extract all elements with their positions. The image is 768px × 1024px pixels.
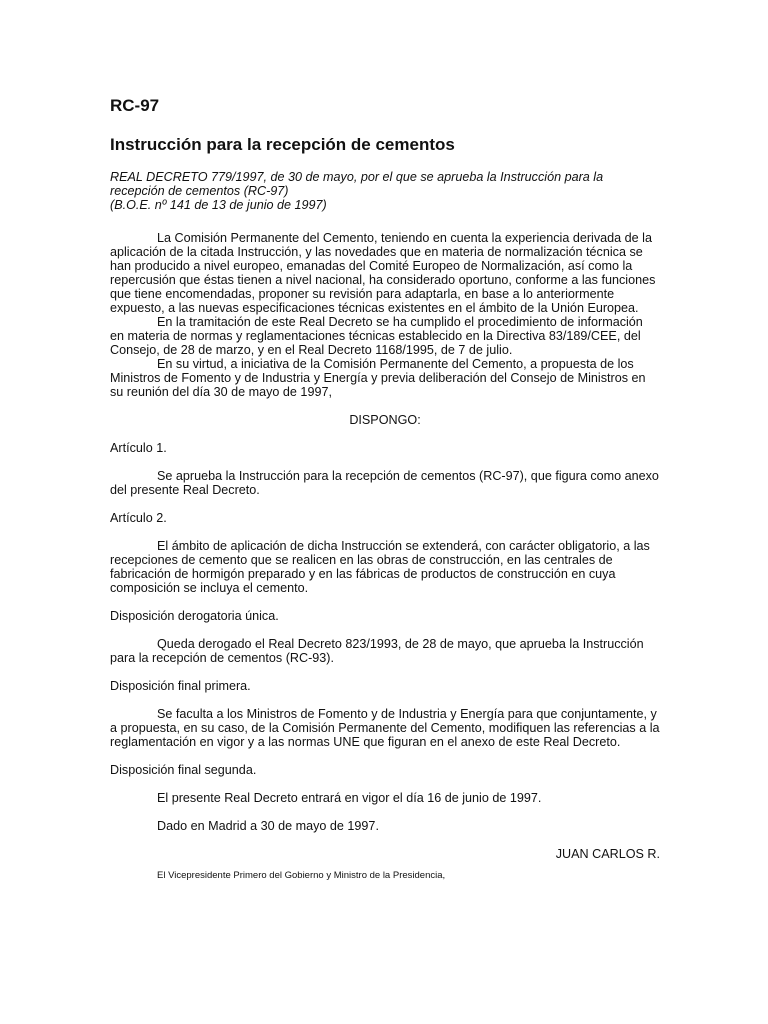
boe-reference: (B.O.E. nº 141 de 13 de junio de 1997) [110, 198, 327, 212]
preamble-paragraph: En la tramitación de este Real Decreto se ha cumplido el procedimiento de información en materia de normas y reglamentaciones técnicas establecido en la Directiva 83/189/CEE, del Consejo, de 28 de marzo, y en el Real Decreto 1168/1995, de 7 de julio. [110, 315, 643, 357]
derogatoria-text: Queda derogado el Real Decreto 823/1993, de 28 de mayo, que aprueba la Instrucción para la recepción de cementos (RC-93). [110, 637, 644, 665]
derogatoria-heading: Disposición derogatoria única. [110, 609, 279, 623]
article-2-heading: Artículo 2. [110, 511, 167, 525]
final-2-text: El presente Real Decreto entrará en vigor el día 16 de junio de 1997. [157, 791, 542, 805]
vicepresidente-line: El Vicepresidente Primero del Gobierno y Ministro de la Presidencia, [157, 870, 446, 881]
preamble-paragraph: En su virtud, a iniciativa de la Comisión Permanente del Cemento, a propuesta de los Ministros de Fomento y de Industria y Energía y previa deliberación del Consejo de Ministros en su reunión del día 30 de mayo de 1997, [110, 357, 646, 399]
dispongo-heading: DISPONGO: [349, 413, 421, 427]
article-1-heading: Artículo 1. [110, 441, 167, 455]
decree-intro [110, 170, 660, 212]
document-code: RC-97 [110, 96, 160, 115]
final-1-text: Se faculta a los Ministros de Fomento y de Industria y Energía para que conjuntamente, y a propuesta, en su caso, de la Comisión Permanente del Cemento, modifiquen las referencias a la reglamentación en vigor y a las normas UNE que figuran en el anexo de este Real Decreto. [110, 707, 660, 749]
dado-en-madrid: Dado en Madrid a 30 de mayo de 1997. [157, 819, 379, 833]
article-1-text: Se aprueba la Instrucción para la recepción de cementos (RC-97), que figura como anexo del presente Real Decreto. [110, 469, 659, 497]
decree-intro-line: REAL DECRETO 779/1997, de 30 de mayo, por el que se aprueba la Instrucción para la recepción de cementos (RC-97) [110, 170, 604, 198]
document-page [110, 96, 660, 882]
final-2-heading: Disposición final segunda. [110, 763, 257, 777]
article-2-text: El ámbito de aplicación de dicha Instrucción se extenderá, con carácter obligatorio, a las recepciones de cemento que se realicen en las obras de construcción, en las centrales de fabricación de hormigón preparado y en las fábricas de productos de construcción en cuya composición se incluya el cemento. [110, 539, 650, 595]
signature: JUAN CARLOS R. [555, 847, 660, 861]
final-1-heading: Disposición final primera. [110, 679, 251, 693]
document-title: Instrucción para la recepción de cementos [110, 135, 455, 154]
preamble-paragraph: La Comisión Permanente del Cemento, teniendo en cuenta la experiencia derivada de la aplicación de la citada Instrucción, y las novedades que en materia de normalización técnica se han producido a nivel europeo, emanadas del Comité Europeo de Normalización, así como la repercusión que éstas tienen a nivel nacional, ha considerado oportuno, conforme a las funciones que tiene encomendadas, proponer su revisión para adaptarla, en base a lo anteriormente expuesto, a las nuevas especificaciones técnicas existentes en el ámbito de la Unión Europea. [110, 231, 656, 315]
